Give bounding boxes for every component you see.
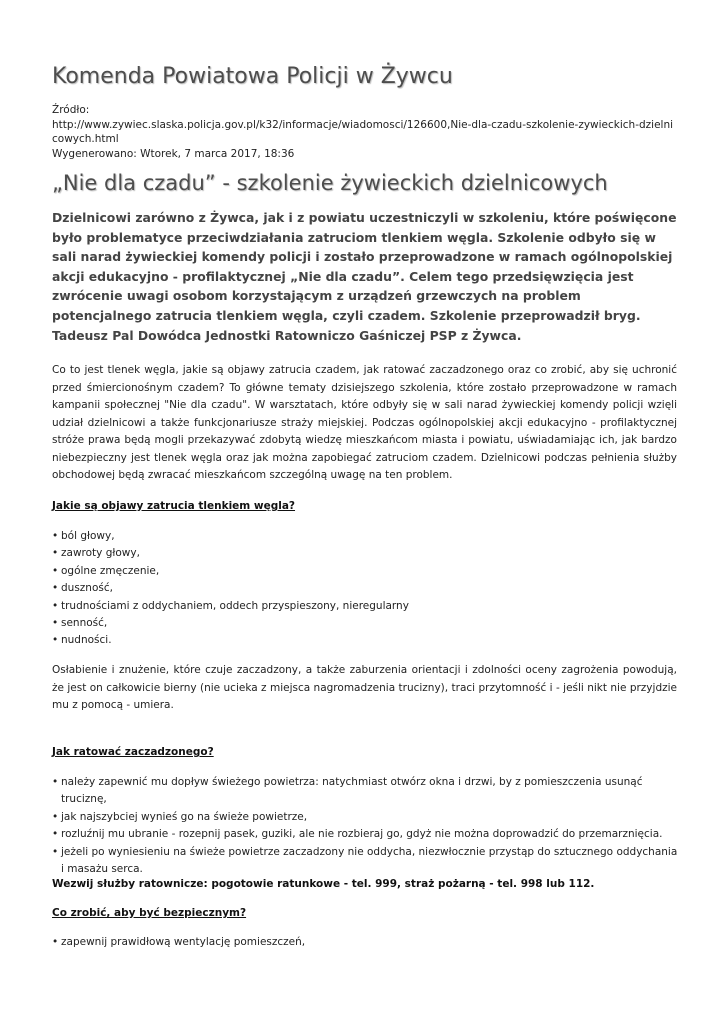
bullet-icon: • xyxy=(52,634,59,647)
safety-list xyxy=(52,934,682,951)
article-intro: Co to jest tlenek węgla, jakie są objawy zatrucia czadem, jak ratować zaczadzonego oraz co zrobić, aby się uchronić przed śmiercionośnym czadem? To główne tematy dzisiejszego szkolenia, które zostało przeprowadzone w ramach kampanii społecznej "Nie dla czadu". W warsztatach, które odbyły się w sali narad żywieckiej komendy policji wzięli udział dzielnicowi a także funkcjonariusze straży miejskiej. Podczas ogólnopolskiej akcji edukacyjno - profilaktycznej stróże prawa będą mogli przekazywać zdobytą wiedzę mieszkańcom miasta i powiatu, uświadamiając ich, jak bardzo niebezpieczny jest tlenek węgla oraz jak można zapobiegać zatruciom czadem. Dzielnicowi podczas pełnienia służby obchodowej będą zwracać mieszkańcom szczególną uwagę na ten problem. xyxy=(52,364,677,481)
rescue-list xyxy=(52,774,682,878)
list-item: • senność, xyxy=(52,615,682,632)
generated-timestamp: Wygenerowano: Wtorek, 7 marca 2017, 18:36 xyxy=(52,147,295,160)
rescue-heading: Jak ratować zaczadzonego? xyxy=(52,746,214,758)
list-item: • duszność, xyxy=(52,580,682,597)
site-title: Komenda Powiatowa Policji w Żywcu xyxy=(52,64,453,89)
emergency-numbers: Wezwij służby ratownicze: pogotowie ratunkowe - tel. 999, straż pożarną - tel. 998 lub 112. xyxy=(52,878,595,890)
source-label: Źródło: xyxy=(52,104,90,116)
list-item: • ból głowy, xyxy=(52,528,682,545)
article-lead: Dzielnicowi zarówno z Żywca, jak i z powiatu uczestniczyli w szkoleniu, które poświęcone było problematyce przeciwdziałania zatruciom tlenkiem węgla. Szkolenie odbyło się w sali narad żywieckiej komendy policji i zostało przeprowadzone w ramach ogólnopolskiej akcji edukacyjno - profilaktycznej „Nie dla czadu”. Celem tego przedsięwzięcia jest zwrócenie uwagi osobom korzystającym z urządzeń grzewczych na problem potencjalnego zatrucia tlenkiem węgla, czyli czadem. Szkolenie przeprowadził bryg. Tadeusz Pal Dowódca Jednostki Ratowniczo Gaśniczej PSP z Żywca. xyxy=(52,210,677,343)
bullet-icon: • xyxy=(52,530,59,542)
bullet-icon: • xyxy=(52,936,59,948)
bullet-icon: • xyxy=(52,828,59,841)
list-item: • trudnościami z oddychaniem, oddech przyspieszony, nieregularny xyxy=(52,598,682,615)
article-title: „Nie dla czadu” - szkolenie żywieckich dzielnicowych xyxy=(52,171,608,195)
list-item: • rozluźnij mu ubranie - rozepnij pasek, guziki, ale nie rozbieraj go, gdyż nie można doprowadzić do przemarznięcia. xyxy=(52,826,682,843)
bullet-icon: • xyxy=(52,564,59,577)
bullet-icon: • xyxy=(52,599,59,612)
safety-heading: Co zrobić, aby być bezpiecznym? xyxy=(52,907,247,919)
bullet-icon: • xyxy=(52,776,59,788)
list-item: • zapewnij prawidłową wentylację pomieszczeń, xyxy=(52,934,682,951)
bullet-icon: • xyxy=(52,845,59,858)
list-item: • jak najszybciej wynieś go na świeże powietrze, xyxy=(52,809,682,826)
source-meta xyxy=(52,103,677,161)
list-item: • zawroty głowy, xyxy=(52,545,682,562)
list-item: • należy zapewnić mu dopływ świeżego powietrza: natychmiast otwórz okna i drzwi, by z pomieszczenia usunąć truciznę, xyxy=(52,776,643,806)
symptoms-note: Osłabienie i znużenie, które czuje zaczadzony, a także zaburzenia orientacji i zdolności oceny zagrożenia powodują, że jest on całkowicie bierny (nie ucieka z miejsca nagromadzenia trucizny), traci przytomność i - jeśli nikt nie przyjdzie mu z pomocą - umiera. xyxy=(52,664,677,711)
bullet-icon: • xyxy=(52,547,59,560)
symptoms-heading: Jakie są objawy zatrucia tlenkiem węgla? xyxy=(52,500,296,512)
list-item: • ogólne zmęczenie, xyxy=(52,563,682,580)
bullet-icon: • xyxy=(52,617,59,630)
source-url: http://www.zywiec.slaska.policja.gov.pl/k32/informacje/wiadomosci/126600,Nie-dla-czadu-szkolenie-zywieckich-dzielnicowych.html xyxy=(52,118,674,145)
list-item: • nudności. xyxy=(52,632,682,649)
symptoms-list xyxy=(52,528,682,650)
list-item: • jeżeli po wyniesieniu na świeże powietrze zaczadzony nie oddycha, niezwłocznie przystąp do sztucznego oddychania i masażu serca. xyxy=(52,845,678,876)
bullet-icon: • xyxy=(52,582,59,595)
bullet-icon: • xyxy=(52,810,59,823)
